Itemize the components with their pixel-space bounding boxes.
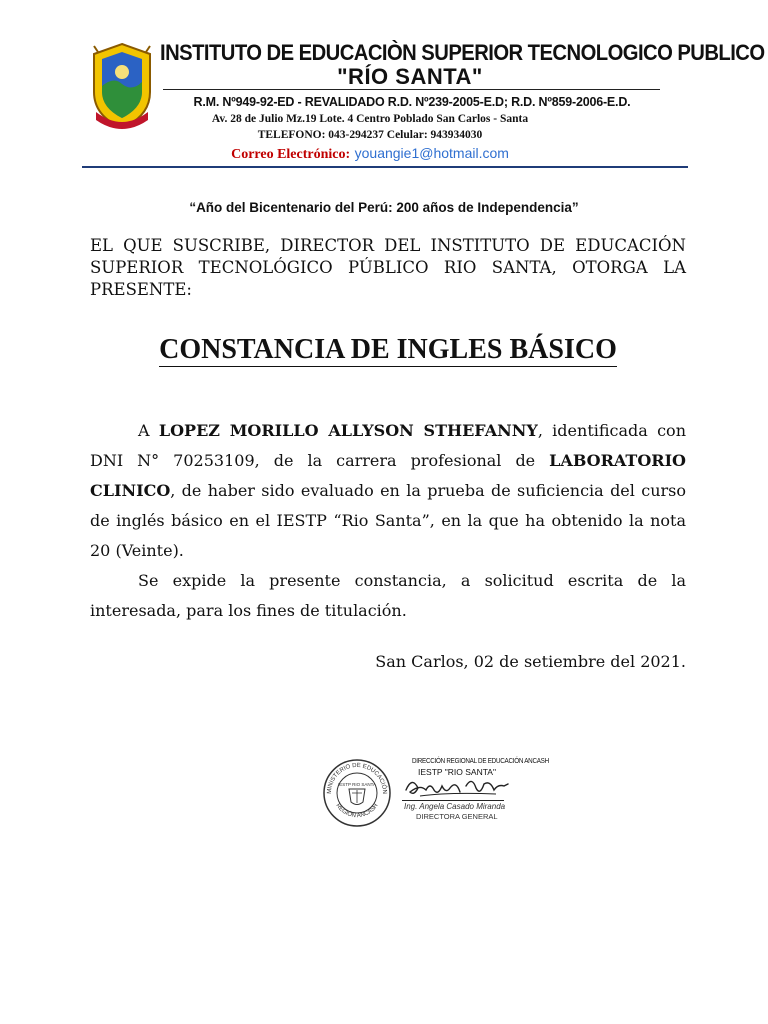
signer-name: Ing. Angela Casado Miranda: [404, 802, 506, 811]
intro-paragraph: EL QUE SUSCRIBE, DIRECTOR DEL INSTITUTO DE EDUCACIÓN SUPERIOR TECNOLÓGICO PÚBLICO RIO SANTA, OTORGA LA PRESENTE:: [90, 236, 686, 299]
career-name: LABORATORIO CLINICO: [90, 451, 686, 500]
email-link[interactable]: youangie1@hotmail.com: [354, 145, 509, 161]
expide-text: Se expide la presente constancia, a solicitud escrita de la interesada, para los fines de titulación.: [90, 571, 686, 620]
email-line: [160, 145, 580, 163]
body-text-2: , de haber sido evaluado en la prueba de suficiencia del curso de inglés básico en el IESTP “Rio Santa”, en la que ha obtenido la nota 20 (Veinte).: [90, 481, 686, 560]
signer-role: DIRECTORA GENERAL: [416, 812, 498, 821]
body-prefix: A: [138, 421, 159, 440]
seal-text-inner: IESTP RIO SANTA: [337, 782, 377, 787]
official-seal: [322, 758, 392, 828]
handwritten-signature: [400, 770, 512, 802]
document-title-text: CONSTANCIA DE INGLES BÁSICO: [159, 334, 617, 365]
institution-name: INSTITUTO DE EDUCACIÒN SUPERIOR TECNOLOGICO PUBLICO: [160, 40, 765, 65]
body-text-1: , identificada con DNI N° 70253109, de la carrera profesional de: [90, 421, 686, 470]
resolutions-line: R.M. Nº949-92-ED - REVALIDADO R.D. Nº239-2005-E.D; R.D. Nº859-2006-E.D.: [193, 95, 631, 109]
year-motto: “Año del Bicentenario del Perú: 200 años de Independencia”: [189, 200, 579, 215]
address-line: Av. 28 de Julio Mz.19 Lote. 4 Centro Poblado San Carlos - Santa: [211, 113, 529, 125]
institution-logo: [88, 42, 156, 130]
body-paragraph: [90, 416, 686, 566]
institution-subname: "RÍO SANTA": [337, 64, 483, 89]
seal-text-bottom: REGIÓN ANCASH: [334, 802, 380, 820]
signature-institute: IESTP "RIO SANTA": [418, 767, 496, 777]
signature-organization: DIRECCIÓN REGIONAL DE EDUCACIÓN ANCASH: [412, 758, 549, 765]
student-name: LOPEZ MORILLO ALLYSON STHEFANNY: [158, 421, 538, 440]
header-divider: [82, 166, 688, 168]
signature-rule: [402, 800, 504, 801]
phone-line: TELEFONO: 043-294237 Celular: 943934030: [257, 129, 483, 141]
seal-text-top: MINISTERIO DE EDUCACIÓN: [326, 762, 388, 795]
header-rule: [163, 89, 660, 90]
expide-paragraph: [90, 566, 686, 626]
date-line: San Carlos, 02 de setiembre del 2021.: [375, 652, 686, 671]
document-title: [90, 334, 686, 366]
email-label: Correo Electrónico:: [231, 147, 351, 162]
